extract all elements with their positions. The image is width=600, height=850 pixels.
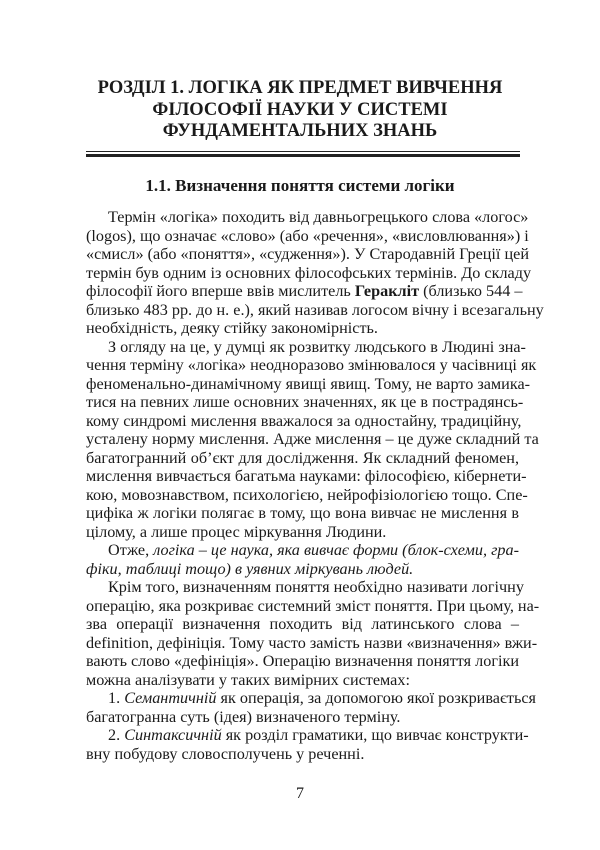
paragraph-line bbox=[86, 393, 524, 412]
text-segment: багатогранна суть (ідея) визначеного терміну. bbox=[86, 707, 401, 726]
paragraph-line bbox=[86, 263, 532, 283]
chapter-title-line: РОЗДІЛ 1. ЛОГІКА ЯК ПРЕДМЕТ ВИВЧЕННЯ bbox=[97, 78, 503, 98]
page-number: 7 bbox=[296, 785, 304, 802]
paragraph-line bbox=[86, 282, 523, 301]
text-segment: 2. bbox=[108, 726, 125, 744]
chapter-title bbox=[60, 78, 540, 143]
text-segment: зва операції визначення походить від латинського слова – bbox=[86, 615, 519, 633]
text-segment: чення терміну «логіка» неодноразово змінювалося у часівниці як bbox=[86, 356, 537, 374]
paragraph-line bbox=[86, 504, 519, 523]
text-segment: вну побудову словосполучень у реченні. bbox=[86, 744, 365, 763]
paragraph-line bbox=[86, 245, 529, 264]
text-segment: З огляду на це, у думці як розвитку людського в Людині зна- bbox=[108, 337, 526, 356]
paragraph-line bbox=[86, 485, 528, 505]
paragraph-line bbox=[86, 319, 519, 338]
text-segment: багатогранний об’єкт для дослідження. Як складний феномен, bbox=[86, 448, 519, 467]
paragraph-line bbox=[86, 208, 529, 227]
italic-text: Синтаксичній bbox=[124, 726, 222, 744]
paragraph-line bbox=[86, 633, 538, 653]
section-title: 1.1. Визначення поняття системи логіки bbox=[145, 176, 455, 195]
paragraph-line bbox=[86, 596, 540, 616]
text-segment: термін був одним із основних філософських термінів. До складу bbox=[86, 263, 532, 282]
paragraph-line bbox=[86, 541, 519, 560]
italic-text: фіки, таблиці тощо) в уявних міркувань людей. bbox=[86, 559, 414, 578]
text-segment: definition, дефініція. Тому часто замість назви «визначення» вжи- bbox=[86, 633, 538, 652]
paragraph-line bbox=[86, 337, 526, 357]
text-segment: як операція, за допомогою якої розкривається bbox=[216, 689, 536, 707]
paragraph-line bbox=[86, 615, 519, 634]
text-segment: усталену норму мислення. Адже мислення – це дуже складний та bbox=[86, 430, 539, 448]
text-segment: філософії його вперше ввів мислитель bbox=[86, 282, 355, 300]
paragraph-line bbox=[86, 689, 536, 708]
chapter-title-line: ФУНДАМЕНТАЛЬНИХ ЗНАНЬ bbox=[162, 121, 438, 141]
text-segment: Отже, bbox=[108, 541, 154, 559]
text-segment: феноменально-динамічному явищі явищ. Тому, не варто замика- bbox=[86, 374, 531, 393]
paragraph-line bbox=[86, 523, 519, 542]
text-segment: (близько 544 – bbox=[419, 282, 523, 300]
paragraph-line bbox=[86, 449, 519, 468]
text-segment: (logos), що означає «слово» (або «речення», «висловлювання») і bbox=[86, 226, 529, 245]
text-segment: цілому, а лише процес міркування Людини. bbox=[86, 522, 387, 541]
text-segment: «смисл» (або «поняття», «судження»). У Стародавній Греції цей bbox=[86, 245, 529, 263]
body-text bbox=[86, 208, 544, 763]
paragraph-line bbox=[86, 745, 519, 764]
paragraph-line bbox=[86, 671, 519, 690]
paragraph-line bbox=[86, 467, 527, 486]
text-segment: тися на певних лише основних значеннях, як це в пострадянсь- bbox=[86, 393, 524, 411]
text-segment: мислення вивчається багатьма науками: філософією, кібернети- bbox=[86, 467, 527, 485]
text-segment: необхідність, деяку стійку закономірність. bbox=[86, 319, 378, 337]
text-segment: операцію, яка розкриває системний зміст поняття. При цьому, на- bbox=[86, 596, 540, 615]
text-segment: 1. bbox=[108, 689, 125, 707]
paragraph-line bbox=[86, 560, 519, 579]
paragraph-line bbox=[86, 374, 531, 394]
paragraph-line bbox=[86, 726, 529, 745]
text-segment: кому синдромі мислення вважалося за одностайну, традиційну, bbox=[86, 411, 522, 430]
italic-text: логіка – це наука, яка вивчає форми (блок-схеми, гра- bbox=[153, 541, 519, 559]
italic-text: Семантичній bbox=[124, 689, 217, 707]
text-segment: можна аналізувати у таких вимірних системах: bbox=[86, 670, 410, 689]
text-segment: Крім того, визначенням поняття необхідно називати логічну bbox=[108, 578, 524, 596]
paragraph-line bbox=[86, 652, 519, 671]
text-segment: Термін «логіка» походить від давньогрецького слова «логос» bbox=[108, 208, 529, 226]
chapter-title-line: ФІЛОСОФІЇ НАУКИ У СИСТЕМІ bbox=[152, 99, 448, 120]
paragraph-line bbox=[86, 578, 524, 597]
paragraph-line bbox=[86, 708, 519, 727]
paragraph-line bbox=[86, 430, 539, 449]
text-segment: кою, мовознавством, психологією, нейрофізіологією тощо. Спе- bbox=[86, 485, 528, 504]
paragraph-line bbox=[86, 356, 537, 375]
double-rule-divider bbox=[86, 151, 520, 157]
paragraph-line bbox=[86, 300, 544, 320]
text-segment: як розділ граматики, що вивчає конструкти- bbox=[221, 726, 529, 744]
bold-text: Геракліт bbox=[354, 282, 420, 300]
paragraph-line bbox=[86, 226, 529, 246]
text-segment: цифіка ж логіки полягає в тому, що вона вивчає не мислення в bbox=[86, 504, 519, 522]
text-segment: близько 483 рр. до н. е.), який називав логосом вічну і всезагальну bbox=[86, 300, 544, 319]
text-segment: вають слово «дефініція». Операцію визначення поняття логіки bbox=[86, 652, 519, 670]
paragraph-line bbox=[86, 411, 522, 431]
